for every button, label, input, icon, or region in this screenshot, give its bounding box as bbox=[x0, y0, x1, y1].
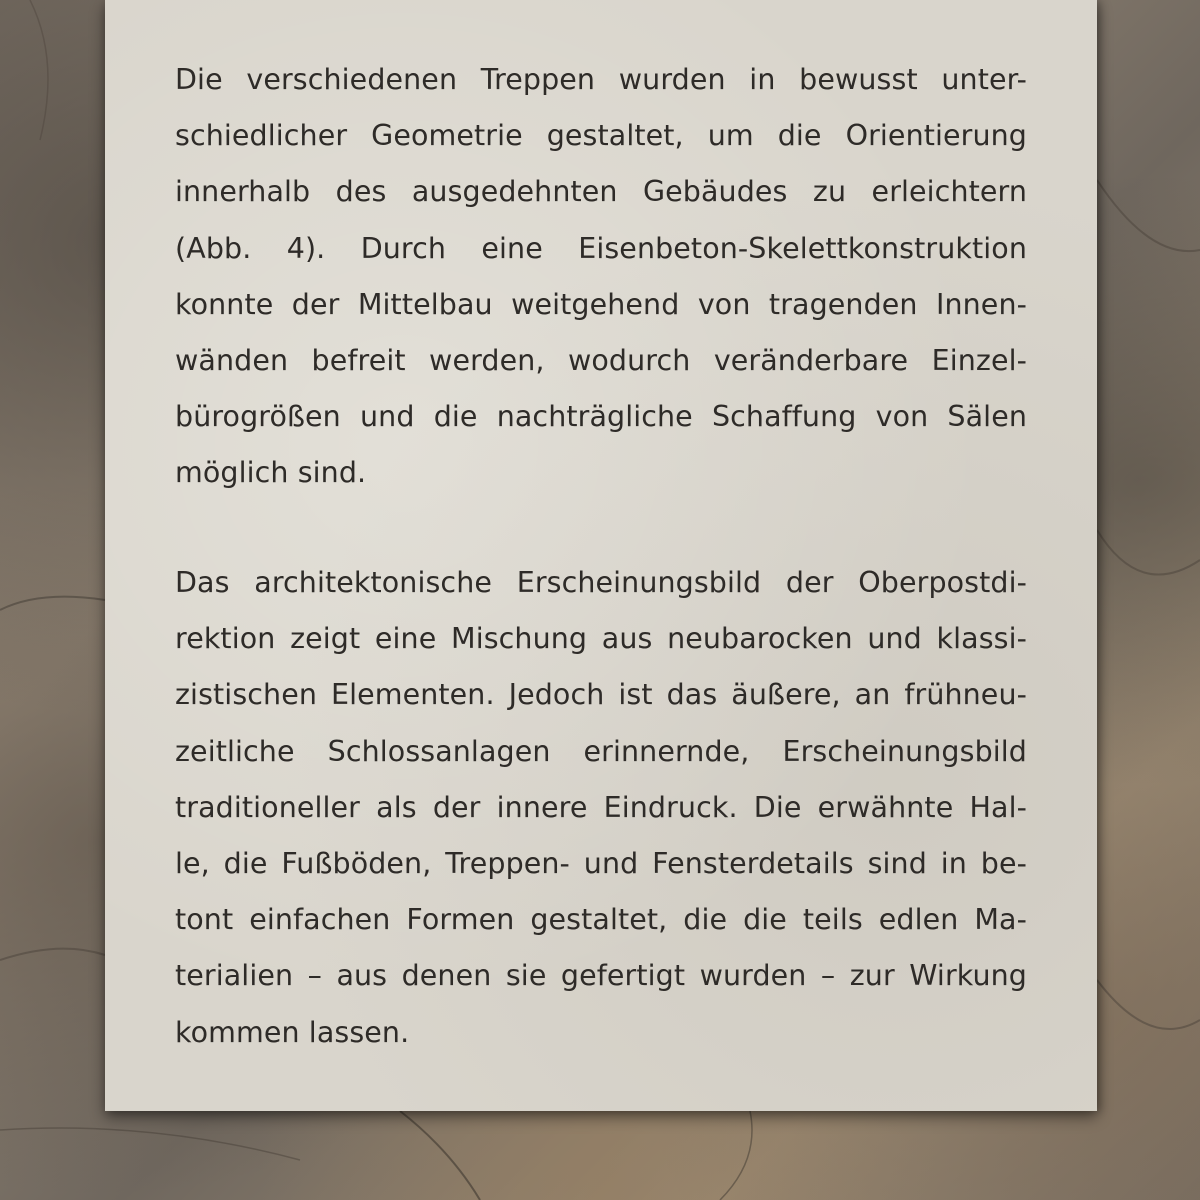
text-line: schiedlicher Geometrie gestaltet, um die Orientierung bbox=[175, 119, 1027, 153]
text-line: innerhalb des ausgedehnten Gebäudes zu erleichtern bbox=[175, 175, 1027, 209]
text-line: le, die Fußböden, Treppen- und Fensterdetails sind in be- bbox=[175, 847, 1027, 881]
paragraph-1 bbox=[175, 52, 1027, 502]
text-line: (Abb. 4). Durch eine Eisenbeton-Skelettkonstruktion bbox=[175, 231, 1027, 265]
paragraph-2 bbox=[175, 555, 1027, 1061]
text-line: möglich sind. bbox=[175, 456, 367, 490]
text-line: kommen lassen. bbox=[175, 1015, 410, 1049]
text-line: zeitliche Schlossanlagen erinnernde, Erscheinungsbild bbox=[175, 734, 1027, 768]
text-line: terialien – aus denen sie gefertigt wurden – zur Wirkung bbox=[175, 959, 1027, 993]
paper-sheet bbox=[105, 0, 1097, 1111]
text-line: Das architektonische Erscheinungsbild der Oberpostdi- bbox=[175, 566, 1027, 599]
text-line: konnte der Mittelbau weitgehend von tragenden Innen- bbox=[175, 287, 1027, 321]
text-line: rektion zeigt eine Mischung aus neubarocken und klassi- bbox=[175, 622, 1027, 656]
text-line: tont einfachen Formen gestaltet, die die teils edlen Ma- bbox=[175, 903, 1027, 937]
text-line: zistischen Elementen. Jedoch ist das äußere, an frühneu- bbox=[175, 678, 1027, 712]
text-line: Die verschiedenen Treppen wurden in bewusst unter- bbox=[175, 63, 1027, 96]
text-line: wänden befreit werden, wodurch veränderbare Einzel- bbox=[175, 344, 1027, 378]
text-line: traditioneller als der innere Eindruck. Die erwähnte Hal- bbox=[175, 790, 1027, 824]
text-line: bürogrößen und die nachträgliche Schaffung von Sälen bbox=[175, 400, 1027, 434]
